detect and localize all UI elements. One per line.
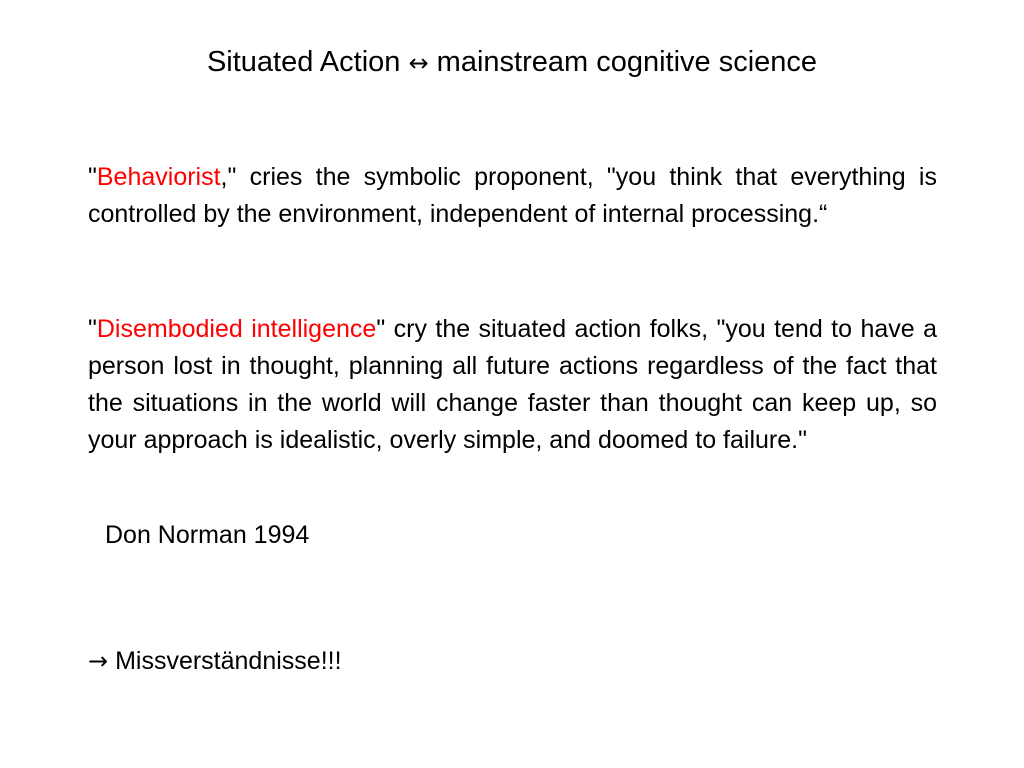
quote-disembodied-text: " cry the situated action folks, "you tend to have a person lost in thought, planning all future actions regardless of the fact that the situations in the world will change faster than thought can keep up, so your approach is idealistic, overly simple, and doomed to failure.": [88, 315, 937, 454]
highlight-behaviorist: Behaviorist: [96, 163, 221, 191]
attribution: Don Norman 1994: [105, 521, 310, 549]
quote-behaviorist: [88, 159, 937, 233]
conclusion-text: Missverständnisse!!!: [115, 647, 342, 675]
right-arrow-icon: →: [88, 647, 109, 675]
quote-behaviorist-text: ," cries the symbolic proponent, "you think that everything is controlled by the environment, independent of internal processing.“: [88, 163, 937, 228]
title-left: Situated Action: [206, 46, 401, 78]
quote-disembodied: [88, 311, 937, 459]
double-arrow-icon: ↔: [408, 49, 429, 77]
highlight-disembodied-intelligence: Disembodied intelligence: [96, 315, 377, 343]
open-quote: ": [88, 315, 97, 343]
title-right: mainstream cognitive science: [436, 46, 818, 78]
slide-title: [0, 42, 1024, 83]
open-quote: ": [88, 163, 97, 191]
conclusion: [88, 643, 342, 680]
